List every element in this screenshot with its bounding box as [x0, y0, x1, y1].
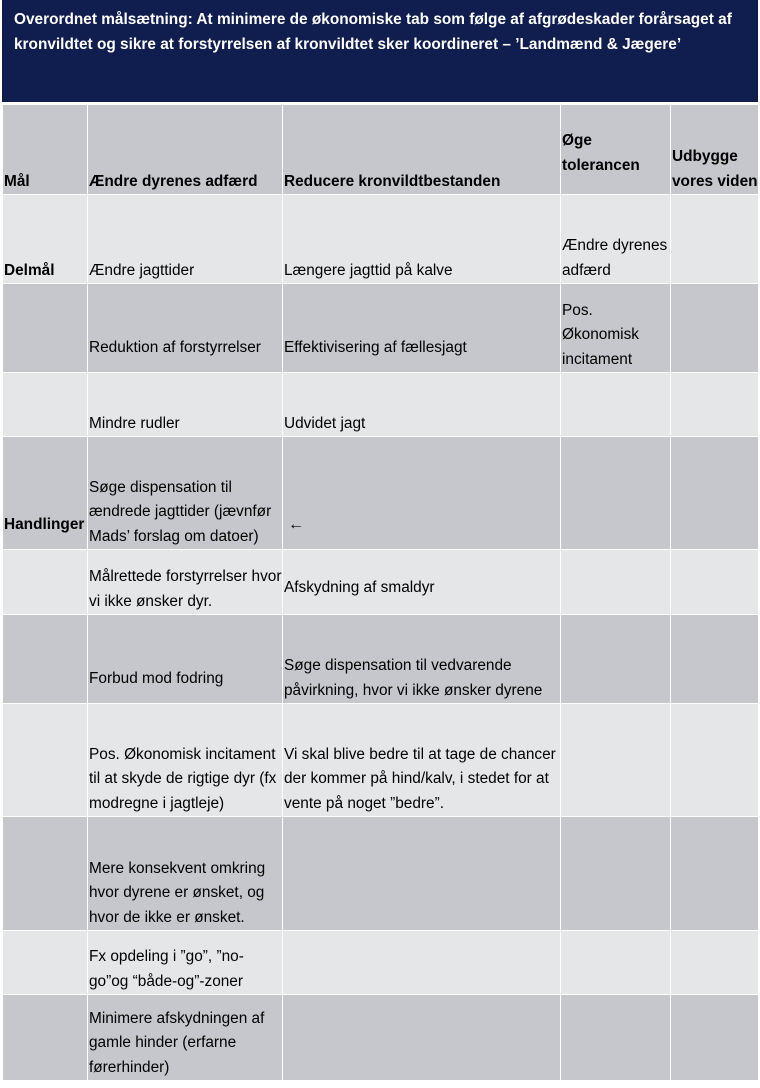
page-title: Overordnet målsætning: At minimere de økonomiske tab som følge af afgrødeskader forårsaget af kronvildtet og sikre at forstyrrelsen af kronvildtet sker koordineret – ’Landmænd & Jægere’: [14, 11, 732, 53]
table-cell: Forbud mod fodring: [88, 615, 283, 704]
table-cell: [671, 704, 759, 817]
table-cell: Søge dispensation til ændrede jagttider (jævnfør Mads’ forslag om datoer): [88, 437, 283, 550]
table-cell: [561, 437, 671, 550]
table-row: [3, 704, 759, 817]
table-row: [3, 995, 759, 1081]
table-row: [3, 931, 759, 995]
table-cell: Fx opdeling i ”go”, ”no-go”og “både-og”-zoner: [88, 931, 283, 995]
table-cell: [283, 931, 561, 995]
table-cell: [561, 995, 671, 1081]
table-cell: [283, 437, 561, 550]
table-cell: [671, 817, 759, 931]
table-cell: [671, 373, 759, 437]
table-cell: [671, 550, 759, 615]
table-cell: [671, 615, 759, 704]
column-header-viden: Udbygge vores viden: [671, 105, 759, 195]
table-cell: [671, 995, 759, 1081]
table-row: [3, 195, 759, 284]
table-cell: [671, 195, 759, 284]
column-header-bestand: Reducere kronvildtbestanden: [283, 105, 561, 195]
table-cell: [3, 615, 88, 704]
table-cell: Pos. Økonomisk incitament til at skyde de rigtige dyr (fx modregne i jagtleje): [88, 704, 283, 817]
table-cell: [671, 931, 759, 995]
table-cell: Udvidet jagt: [283, 373, 561, 437]
table-cell: [283, 817, 561, 931]
table-cell: Målrettede forstyrrelser hvor vi ikke ønsker dyr.: [88, 550, 283, 615]
column-header-adfaerd: Ændre dyrenes adfærd: [88, 105, 283, 195]
table-cell: Søge dispensation til vedvarende påvirkning, hvor vi ikke ønsker dyrene: [283, 615, 561, 704]
table-cell: [671, 284, 759, 373]
table-row: [3, 373, 759, 437]
table-cell: [3, 373, 88, 437]
table-cell: Længere jagttid på kalve: [283, 195, 561, 284]
table-cell: [561, 373, 671, 437]
table-row: [3, 284, 759, 373]
table-cell: [3, 284, 88, 373]
table-cell: Vi skal blive bedre til at tage de chancer der kommer på hind/kalv, i stedet for at vente på noget ”bedre”.: [283, 704, 561, 817]
table-cell: [3, 817, 88, 931]
table-cell: Mere konsekvent omkring hvor dyrene er ønsket, og hvor de ikke er ønsket.: [88, 817, 283, 931]
table-row: [3, 615, 759, 704]
table-cell: [561, 704, 671, 817]
column-header-maal: Mål: [3, 105, 88, 195]
table-cell: Minimere afskydningen af gamle hinder (erfarne førerhinder): [88, 995, 283, 1081]
table-cell: Effektivisering af fællesjagt: [283, 284, 561, 373]
column-header-tolerance: Øge tolerancen: [561, 105, 671, 195]
table-cell: [561, 817, 671, 931]
table-cell: [3, 995, 88, 1081]
table-cell: Afskydning af smaldyr: [283, 550, 561, 615]
table-cell: Reduktion af forstyrrelser: [88, 284, 283, 373]
table-cell: [561, 550, 671, 615]
header-banner: [2, 0, 758, 102]
table-header-row: [3, 105, 759, 195]
row-label-handlinger: Handlinger: [3, 437, 88, 550]
table-cell: Pos. Økonomisk incitament: [561, 284, 671, 373]
table-cell: [671, 437, 759, 550]
table-cell: Mindre rudler: [88, 373, 283, 437]
row-label-delmaal: Delmål: [3, 195, 88, 284]
table-row: [3, 437, 759, 550]
strategy-table: [2, 104, 759, 1081]
table-cell: [3, 550, 88, 615]
table-cell: Ændre jagttider: [88, 195, 283, 284]
table-cell: [283, 995, 561, 1081]
table-cell: [3, 704, 88, 817]
table-cell: [561, 931, 671, 995]
table-row: [3, 550, 759, 615]
arrow-left-icon: ←: [288, 515, 304, 533]
table-cell: Ændre dyrenes adfærd: [561, 195, 671, 284]
table-row: [3, 817, 759, 931]
table-cell: [3, 931, 88, 995]
table-cell: [561, 615, 671, 704]
